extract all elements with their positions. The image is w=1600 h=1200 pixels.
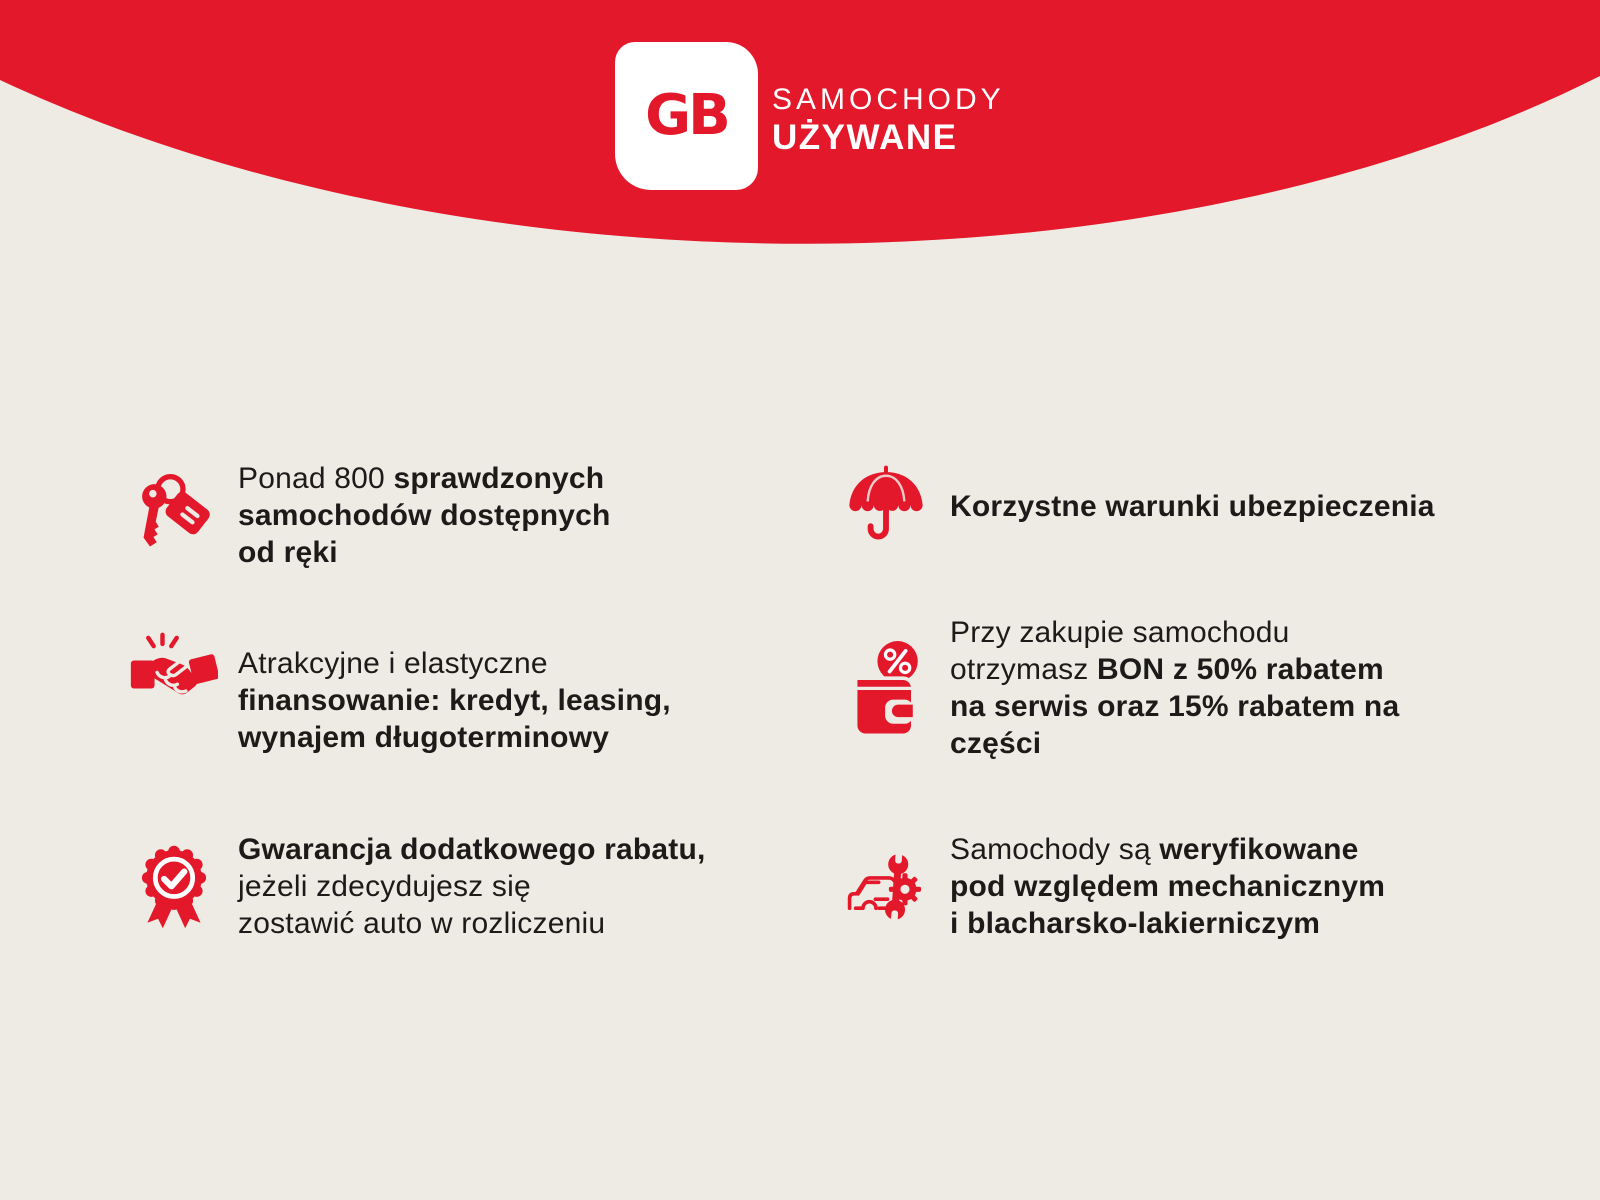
text-segment: pod względem mechanicznym xyxy=(950,870,1386,903)
feature-text xyxy=(238,645,671,756)
car-key-with-tag-icon xyxy=(130,465,218,551)
text-segment: jeżeli zdecydujesz się xyxy=(238,870,531,903)
feature-text xyxy=(950,831,1385,942)
feature-service-bonus xyxy=(842,614,1399,762)
text-segment: na serwis oraz 15% rabatem na xyxy=(950,690,1400,723)
feature-text xyxy=(950,488,1435,525)
umbrella-icon xyxy=(842,460,930,552)
text-segment: Przy zakupie samochodu xyxy=(950,616,1290,649)
text-segment: samochodów dostępnych xyxy=(238,499,611,532)
brand-line-uzywane: UŻYWANE xyxy=(772,117,958,157)
text-segment: Korzystne warunki ubezpieczenia xyxy=(950,489,1435,523)
text-segment: Gwarancja dodatkowego rabatu, xyxy=(238,833,706,866)
handshake-icon xyxy=(130,629,218,709)
text-segment: i blacharsko-lakierniczym xyxy=(950,907,1321,940)
car-wrench-gear-icon xyxy=(842,842,930,932)
text-segment: od ręki xyxy=(238,536,338,569)
feature-available-cars xyxy=(130,460,611,571)
feature-text xyxy=(950,614,1399,762)
text-segment: BON z 50% rabatem xyxy=(1097,653,1384,686)
feature-text xyxy=(238,460,611,571)
feature-verification xyxy=(842,831,1385,942)
wallet-percent-icon xyxy=(842,638,930,738)
text-segment: finansowanie: kredyt, leasing, xyxy=(238,684,671,717)
text-segment: Ponad 800 xyxy=(238,462,394,495)
text-segment: Samochody są xyxy=(950,833,1160,866)
text-segment: części xyxy=(950,727,1042,760)
feature-financing xyxy=(130,645,671,756)
text-segment: Atrakcyjne i elastyczne xyxy=(238,647,548,680)
gb-logo-text: GB xyxy=(645,83,728,148)
text-segment: wynajem długoterminowy xyxy=(238,721,610,754)
brand-logo xyxy=(615,42,758,190)
feature-guarantee-discount xyxy=(130,831,706,942)
brand-title xyxy=(772,84,1005,156)
text-segment: weryfikowane xyxy=(1159,833,1359,866)
feature-insurance xyxy=(842,460,1435,552)
award-ribbon-check-icon xyxy=(130,843,218,931)
feature-text xyxy=(238,831,706,942)
text-segment: sprawdzonych xyxy=(393,462,605,495)
text-segment: otrzymasz xyxy=(950,653,1098,686)
text-segment: zostawić auto w rozliczeniu xyxy=(238,907,606,940)
brand-line-samochody: SAMOCHODY xyxy=(772,83,1005,116)
